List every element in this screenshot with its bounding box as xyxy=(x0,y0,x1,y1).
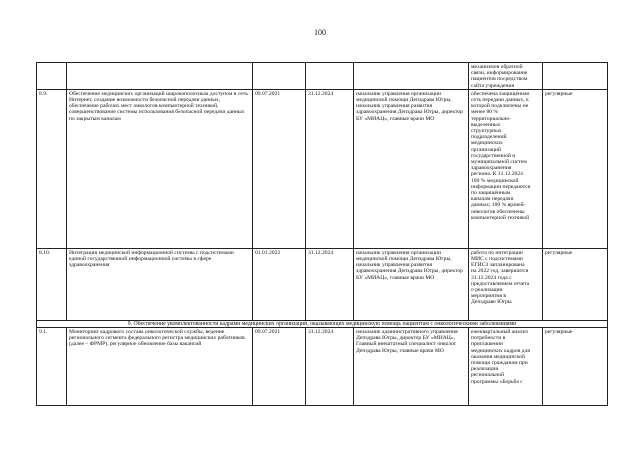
activity-name: Обеспечение медицинских организаций широкополосным доступом в сеть Интернет, создание возможности безопасной передачи данных, обеспечение рабочих мест онкологов компьютерной техникой, совершенствование системы использования безопасной передачи данных по закрытым каналам xyxy=(67,89,253,248)
frequency: регулярные xyxy=(543,328,608,406)
expected-result: обеспечена защищённая сеть передачи данных, к которой подключены не менее 80 % территориально- выделенных структурных подразделений медицинских организаций государственной и муниципальной систем здравоохранения региона. К 31.12.2024 100 % медицинской информации передаются по защищённым каналам передачи данных; 100 % врачей- онкологов обеспечены компьютерной техникой xyxy=(469,89,543,248)
item-number: 9.1. xyxy=(37,328,67,406)
responsible: начальник управления организации медицинской помощи Депздрава Югры, начальник управления развития здравоохранения Депздрава Югры, директор БУ «МИАЦ», главные врачи МО xyxy=(354,248,469,320)
expected-result: ежеквартальный анализ потребности в приглашении медицинских кадров для оказания медицинской помощи гражданам при реализации региональной программы «Борьба с xyxy=(469,328,543,406)
section-header-row xyxy=(37,320,608,327)
table-row xyxy=(37,328,608,406)
item-number: 8.10. xyxy=(37,248,67,320)
responsible xyxy=(354,63,469,90)
page-number: 100 xyxy=(314,28,326,37)
end-date: 31.12.2024 xyxy=(306,328,354,406)
section-title: 9. Обеспечение укомплектованности кадрами медицинских организаций, оказывающих медицинскую помощь пациентам с онкологическими заболеваниями xyxy=(37,320,608,327)
expected-result: механизмов обратной связи, информирование пациентов посредством сайта учреждения xyxy=(469,63,543,90)
frequency: регулярные xyxy=(543,248,608,320)
expected-result: работа по интеграции МИС с подсистемами ЕГИСЗ запланирована на 2022 год, завершится 31.12.2024 года с предоставлением отчета о реализации мероприятия в Депздраве Югры xyxy=(469,248,543,320)
end-date xyxy=(306,63,354,90)
item-number xyxy=(37,63,67,90)
frequency xyxy=(543,63,608,90)
plan-table xyxy=(36,62,608,406)
start-date: 09.07.2021 xyxy=(253,328,306,406)
frequency: регулярные xyxy=(543,89,608,248)
table-row xyxy=(37,89,608,248)
table-row xyxy=(37,248,608,320)
activity-name: Мониторинг кадрового состава онкологической службы, ведение регионального сегмента федерального регистра медицинских работников (далее – ФРМР), регулярное обновление базы вакансий xyxy=(67,328,253,406)
responsible: начальник административного управления Депздрава Югры, директор БУ «МИАЦ», Главный внештатный специалист онколог Депздрава Югры, главные врачи МО xyxy=(354,328,469,406)
start-date xyxy=(253,63,306,90)
item-number: 8.9. xyxy=(37,89,67,248)
start-date: 09.07.2021 xyxy=(253,89,306,248)
table-row xyxy=(37,63,608,90)
activity-name: Интеграция медицинской информационной системы с подсистемами единой государственной информационной системы в сфере здравоохранения xyxy=(67,248,253,320)
end-date: 31.12.2024 xyxy=(306,89,354,248)
start-date: 01.01.2022 xyxy=(253,248,306,320)
activity-name xyxy=(67,63,253,90)
responsible: начальник управления организации медицинской помощи Депздрава Югры, начальник управления развития здравоохранения Депздрава Югры, директор БУ «МИАЦ», главные врачи МО xyxy=(354,89,469,248)
end-date: 31.12.2024 xyxy=(306,248,354,320)
